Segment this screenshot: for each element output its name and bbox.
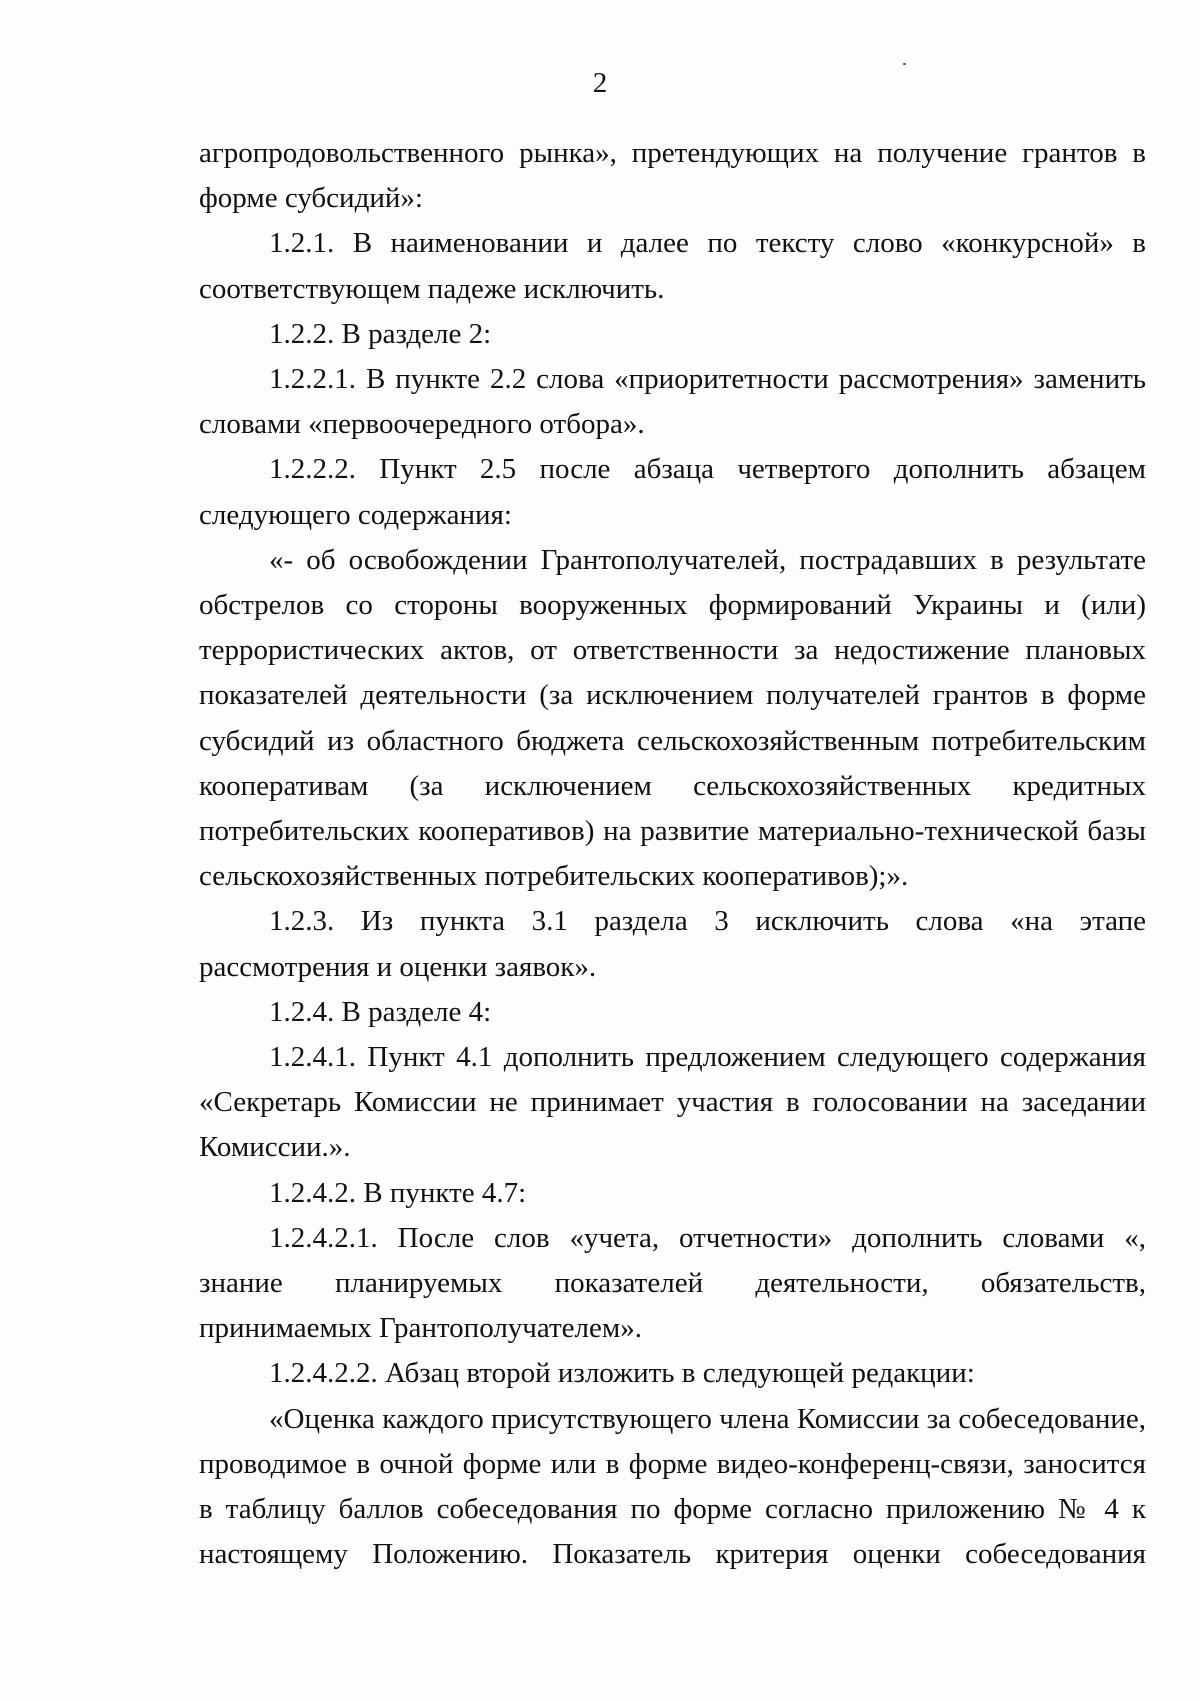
paragraph-1-2-4: 1.2.4. В разделе 4:: [269, 995, 492, 1028]
page-number: 2: [592, 67, 608, 99]
paragraph-1-2-2: 1.2.2. В разделе 2:: [269, 317, 492, 350]
paragraph-quoted-evaluation: «Оценка каждого присутствующего члена Комиссии за собеседование, проводимое в очной форме или в форме видео-конференц-связи, заносится в таблицу баллов собеседования по форме согласно приложению № 4 к настоящему Положению. Показатель критерия оценки собеседования: [199, 1402, 1146, 1571]
paragraph-1-2-4-1: 1.2.4.1. Пункт 4.1 дополнить предложением следующего содержания «Секретарь Комиссии не принимает участия в голосовании на заседании Комиссии.».: [199, 1041, 1146, 1164]
paragraph-1-2-3: 1.2.3. Из пункта 3.1 раздела 3 исключить слова «на этапе рассмотрения и оценки заявок».: [199, 905, 1146, 983]
paragraph-1-2-2-2: 1.2.2.2. Пункт 2.5 после абзаца четвертого дополнить абзацем следующего содержания:: [199, 453, 1146, 531]
paragraph-1-2-2-1: 1.2.2.1. В пункте 2.2 слова «приоритетности рассмотрения» заменить словами «первоочередного отбора».: [199, 363, 1146, 441]
document-body: [199, 131, 1146, 1578]
scan-speck: [903, 63, 906, 65]
paragraph-1-2-4-2: 1.2.4.2. В пункте 4.7:: [269, 1176, 527, 1209]
paragraph-1-2-4-2-1: 1.2.4.2.1. После слов «учета, отчетности» дополнить словами «, знание планируемых показателей деятельности, обязательств, принимаемых Грантополучателем».: [199, 1221, 1146, 1345]
paragraph-quoted-insert: «- об освобождении Грантополучателей, пострадавших в результате обстрелов со стороны вооруженных формирований Украины и (или) террористических актов, от ответственности за недостижение плановых показателей деятельности (за исключением получателей грантов в форме субсидий из областного бюджета сельскохозяйственным потребительским кооперативам (за исключением сельскохозяйственных кредитных потребительских кооперативов) на развитие материально-технической базы сельскохозяйственных потребительских кооперативов);».: [199, 543, 1146, 893]
paragraph-1-2-4-2-2: 1.2.4.2.2. Абзац второй изложить в следующей редакции:: [269, 1357, 975, 1390]
paragraph-1-2-1: 1.2.1. В наименовании и далее по тексту слово «конкурсной» в соответствующем падеже исключить.: [199, 227, 1146, 305]
paragraph-continuation: агропродовольственного рынка», претендующих на получение грантов в форме субсидий»:: [199, 137, 1146, 215]
